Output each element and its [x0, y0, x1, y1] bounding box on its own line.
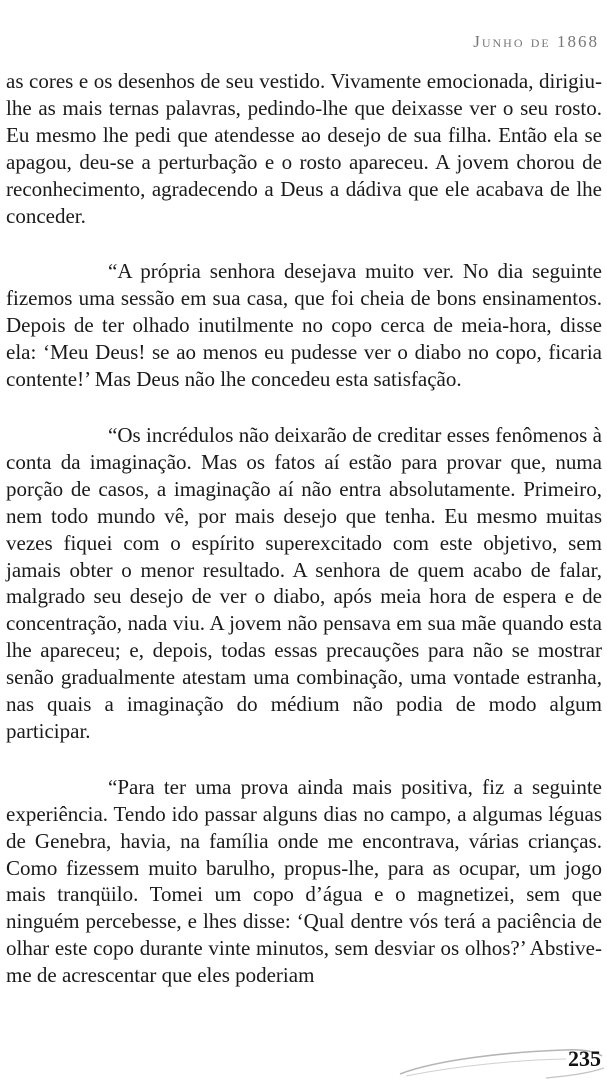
page-number-folio — [396, 1038, 607, 1082]
page-body — [6, 68, 602, 989]
paragraph: “Para ter uma prova ainda mais positiva, fiz a seguinte experiência. Tendo ido passar alguns dias no campo, a algumas léguas de Genebra, havia, na família onde me encontrava, várias crianças. Como fizessem muito barulho, propus-lhe, para as ocupar, um jogo mais tranqüilo. Tomei um copo d’água e o magnetizei, sem que ninguém percebesse, e lhes disse: ‘Qual dentre vós terá a paciência de olhar este copo durante vinte minutos, sem desviar os olhos?’ Abstive-me de acrescentar que eles poderiam — [6, 774, 602, 988]
page-number: 235 — [568, 1046, 601, 1071]
running-header: Junho de 1868 — [473, 32, 599, 51]
paragraph: as cores e os desenhos de seu vestido. Vivamente emocionada, dirigiu-lhe as mais ternas palavras, pedindo-lhe que deixasse ver o seu rosto. Eu mesmo lhe pedi que atendesse ao desejo de sua filha. Então ela se apagou, deu-se a perturbação e o rosto apareceu. A jovem chorou de reconhecimento, agradecendo a Deus a dádiva que ele acabava de lhe conceder. — [6, 69, 602, 228]
paragraph: “Os incrédulos não deixarão de creditar esses fenômenos à conta da imaginação. Mas os fatos aí estão para provar que, numa porção de casos, a imaginação aí não entra absolutamente. Primeiro, nem todo mundo vê, por mais desejo que tenha. Eu mesmo muitas vezes fiquei com o espírito superexcitado com este objetivo, sem jamais obter o menor resultado. A senhora de quem acabo de falar, malgrado seu desejo de ver o diabo, após meia hora de espera e de concentração, nada viu. A jovem não pensava em sua mãe quando esta lhe apareceu; e, depois, todas essas precauções para não se mostrar senão gradualmente atestam uma combinação, uma vontade estranha, nas quais a imaginação do médium não podia de modo algum participar. — [6, 422, 602, 743]
paragraph: “A própria senhora desejava muito ver. No dia seguinte fizemos uma sessão em sua casa, que foi cheia de bons ensinamentos. Depois de ter olhado inutilmente no copo cerca de meia-hora, disse ela: ‘Meu Deus! se ao menos eu pudesse ver o diabo no copo, ficaria contente!’ Mas Deus não lhe concedeu esta satisfação. — [6, 259, 602, 392]
